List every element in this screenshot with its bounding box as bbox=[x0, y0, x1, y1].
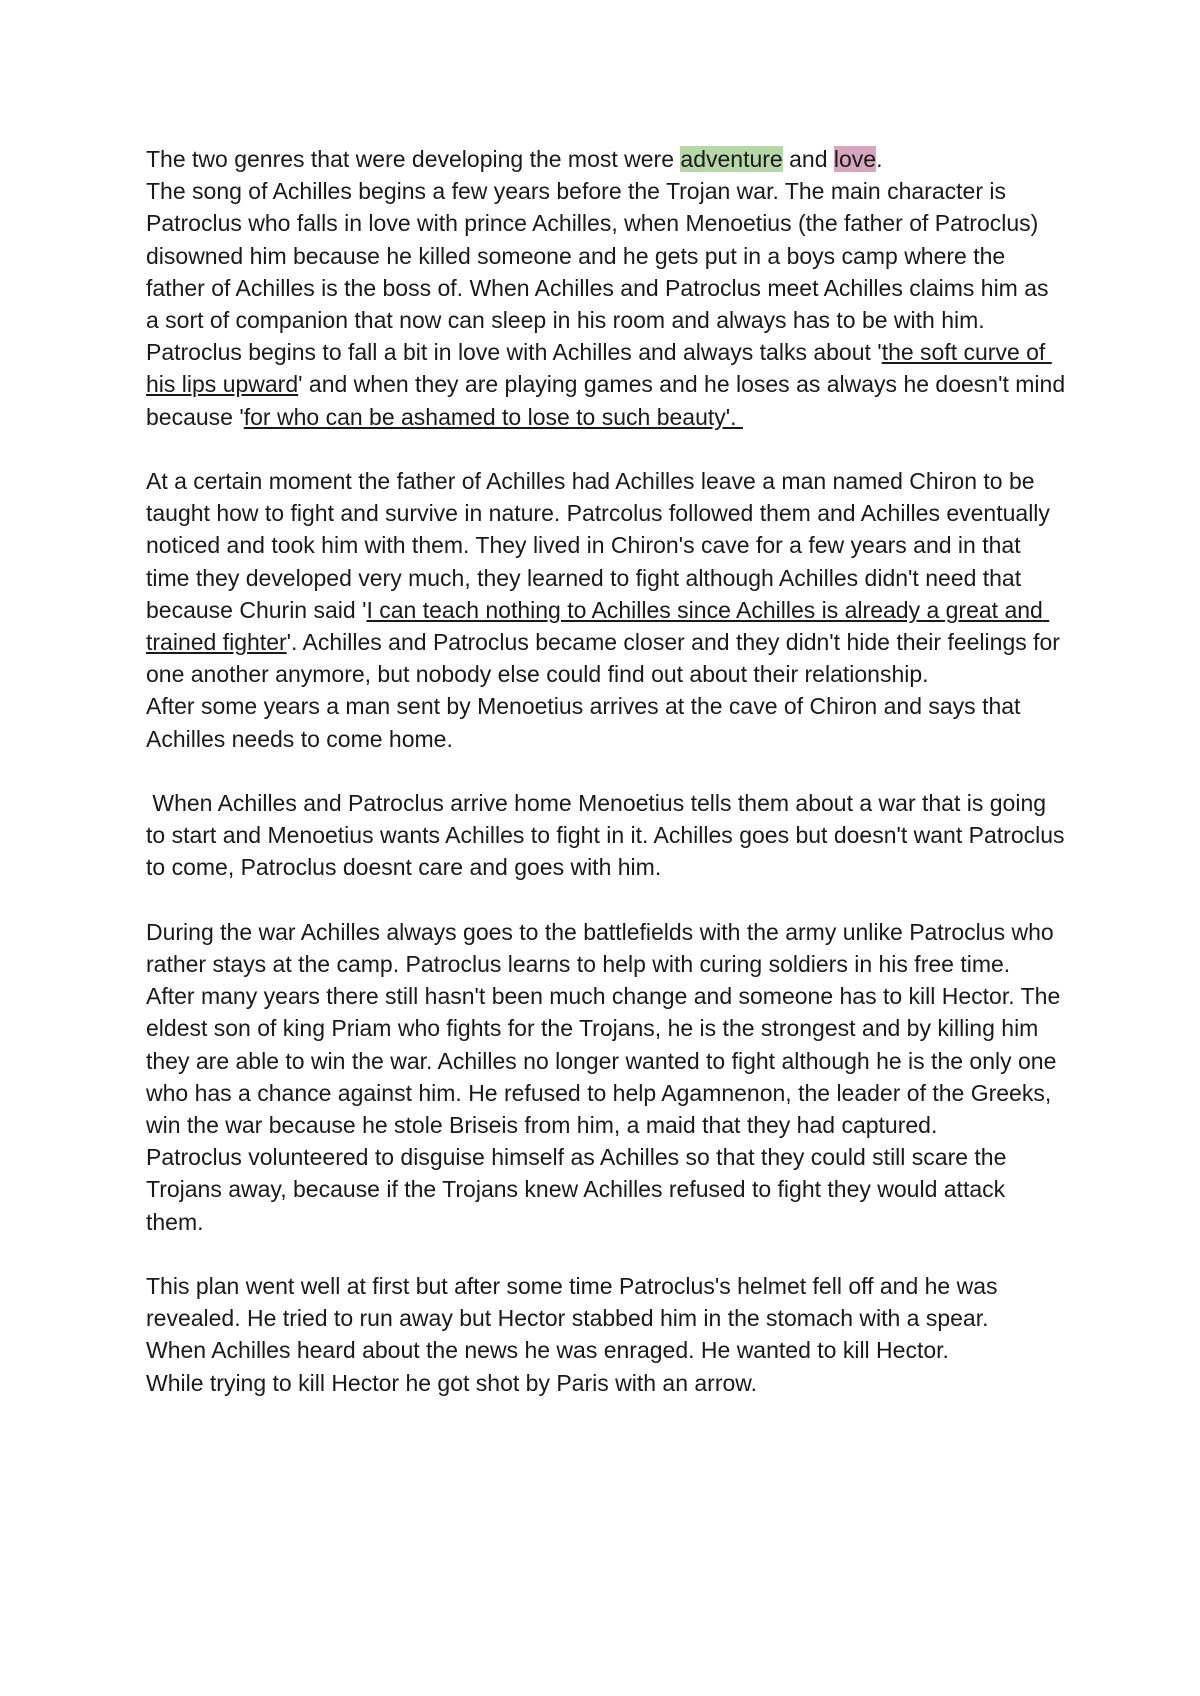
paragraph-plan: This plan went well at first but after some time Patroclus's helmet fell off and he was revealed. He tried to run away but Hector stabbed him in the stomach with a spear. bbox=[146, 1273, 1004, 1332]
highlight-love: love bbox=[833, 146, 877, 172]
genres-text-middle: and bbox=[782, 146, 834, 172]
genres-text-after: . bbox=[876, 146, 883, 172]
quote-soft-curve: the soft curve of his lips upward bbox=[146, 339, 1052, 398]
document-body bbox=[146, 143, 1072, 1399]
paragraph-arrive-home: When Achilles and Patroclus arrive home Menoetius tells them about a war that is going to start and Menoetius wants Achilles to fight in it. Achilles goes but doesn't want Patroclus to come, Patroclus doesnt care and goes with him. bbox=[146, 790, 1071, 881]
paragraph-return-call: After some years a man sent by Menoetius arrives at the cave of Chiron and says that Achilles needs to come home. bbox=[146, 693, 1026, 752]
chiron-text-a: At a certain moment the father of Achilles had Achilles leave a man named Chiron to be taught how to fight and survive in nature. Patrcolus followed them and Achilles eventually noticed and took him with them. They lived in Chiron's cave for a few years and in that time they developed very much, they learned to fight although Achilles didn't need that because Churin said ' bbox=[146, 468, 1057, 623]
paragraph-chiron bbox=[146, 465, 1066, 690]
quote-chiron: I can teach nothing to Achilles since Achilles is already a great and trained fighter bbox=[146, 596, 1050, 656]
highlight-adventure: adventure bbox=[680, 146, 783, 172]
chiron-text-b: '. Achilles and Patroclus became closer and they didn't hide their feelings for one another anymore, but nobody else could find out about their relationship. bbox=[146, 629, 1067, 688]
paragraph-enraged: When Achilles heard about the news he was enraged. He wanted to kill Hector. bbox=[146, 1337, 949, 1364]
paragraph-patroclus-love bbox=[146, 336, 1072, 433]
love-text-b: ' and when they are playing games and he loses as always he doesn't mind because ' bbox=[146, 371, 1072, 430]
quote-beauty: for who can be ashamed to lose to such beauty'. bbox=[243, 403, 743, 430]
paragraph-intro: The song of Achilles begins a few years before the Trojan war. The main character is Patroclus who falls in love with prince Achilles, when Menoetius (the father of Patroclus) disowned him because he killed someone and he gets put in a boys camp where the father of Achilles is the boss of. When Achilles and Patroclus meet Achilles claims him as a sort of companion that now can sleep in his room and always has to be with him. bbox=[146, 178, 1055, 334]
blank-line bbox=[146, 433, 1066, 465]
paragraph-hector: After many years there still hasn't been much change and someone has to kill Hector. The eldest son of king Priam who fights for the Trojans, he is the strongest and by killing him they are able to win the war. Achilles no longer wanted to fight although he is the only one who has a chance against him. He refused to help Agamnenon, the leader of the Greeks, win the war because he stole Briseis from him, a maid that they had captured. bbox=[146, 983, 1067, 1139]
paragraph-war-camp: During the war Achilles always goes to the battlefields with the army unlike Patroclus who rather stays at the camp. Patroclus learns to help with curing soldiers in his free time. bbox=[146, 918, 1061, 978]
paragraph-disguise: Patroclus volunteered to disguise himself as Achilles so that they could still scare the Trojans away, because if the Trojans knew Achilles refused to fight they would attack them. bbox=[146, 1144, 1013, 1235]
paragraph-arrow: While trying to kill Hector he got shot by Paris with an arrow. bbox=[146, 1369, 758, 1396]
love-text-a: Patroclus begins to fall a bit in love with Achilles and always talks about ' bbox=[146, 339, 882, 366]
blank-line bbox=[146, 884, 1066, 916]
blank-line bbox=[146, 1238, 1066, 1270]
genres-text-before: The two genres that were developing the most were bbox=[146, 146, 681, 172]
blank-line bbox=[146, 755, 1066, 787]
paragraph-genres bbox=[146, 143, 1066, 175]
